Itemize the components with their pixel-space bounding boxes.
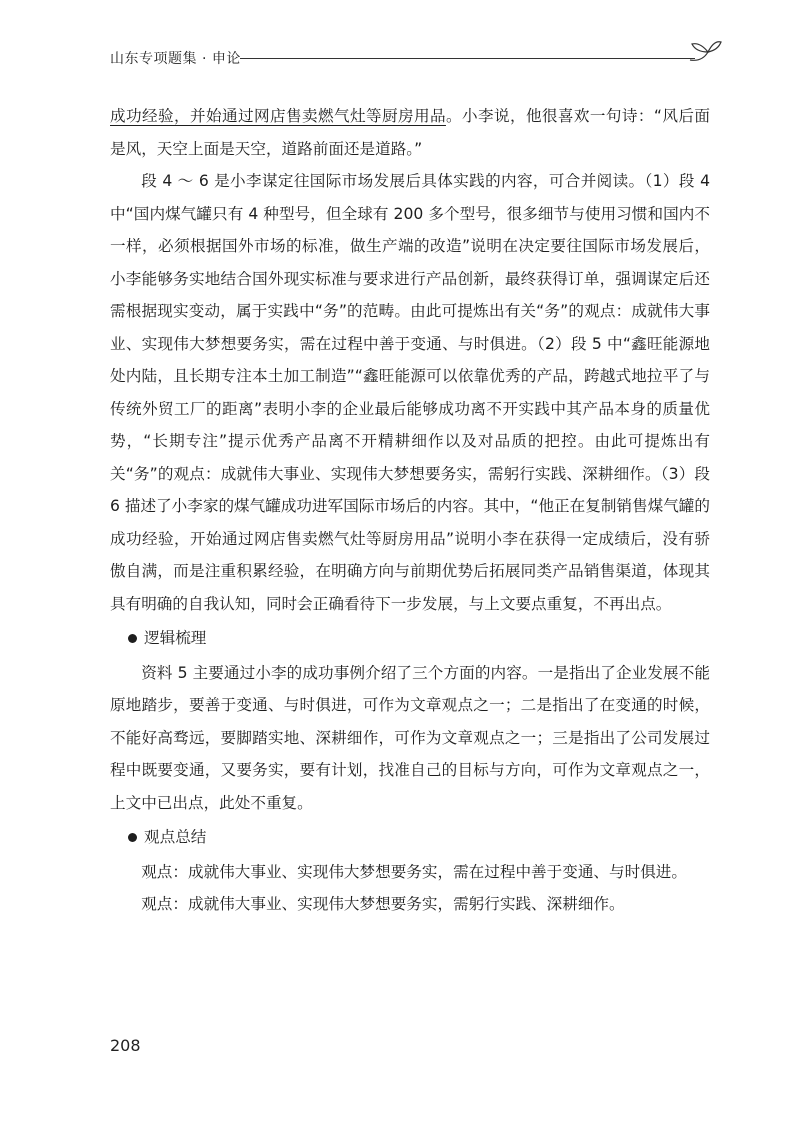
main-text bbox=[110, 100, 710, 921]
viewpoint-2: 观点：成就伟大事业、实现伟大梦想要务实，需躬行实践、深耕细作。 bbox=[141, 895, 625, 913]
section-heading-logic-label: 逻辑梳理 bbox=[144, 629, 207, 647]
viewpoint-1: 观点：成就伟大事业、实现伟大梦想要务实，需在过程中善于变通、与时俱进。 bbox=[141, 862, 687, 881]
logic-paragraph: 资料 5 主要通过小李的成功事例介绍了三个方面的内容。一是指出了企业发展不能原地踏步，要善于变通、与时俱进，可作为文章观点之一；二是指出了在变通的时候，不能好高骛远，要脚踏实地、深耕细作，可作为文章观点之一；三是指出了公司发展过程中既要变通，又要务实，要有计划，找准自己的目标与方向，可作为文章观点之一，上文中已出点，此处不重复。 bbox=[110, 663, 710, 812]
page-number: 208 bbox=[110, 1036, 141, 1055]
bullet-icon bbox=[128, 833, 137, 842]
underlined-quote: 成功经验，并始通过网店售卖燃气灶等厨房用品 bbox=[110, 107, 446, 125]
paragraph-continued-rest: 。小李说，他很喜欢一句诗：“风后面是风，天空上面是天空，道路前面还是道路。” bbox=[110, 107, 710, 158]
paragraph-continued bbox=[110, 100, 710, 165]
running-header bbox=[110, 38, 720, 68]
header-rule bbox=[240, 58, 695, 59]
header-title: 山东专项题集 · 申论 bbox=[110, 51, 241, 67]
sprout-icon bbox=[688, 38, 722, 66]
section-heading-logic bbox=[110, 622, 710, 655]
section-heading-summary-label: 观点总结 bbox=[144, 828, 207, 846]
bullet-icon bbox=[128, 634, 137, 643]
section-heading-summary bbox=[110, 821, 710, 854]
analysis-paragraph: 段 4 ～ 6 是小李谋定往国际市场发展后具体实践的内容，可合并阅读。（1）段 4 中“国内煤气罐只有 4 种型号，但全球有 200 多个型号，很多细节与使用习惯和国内不一样，必须根据国外市场的标准，做生产端的改造”说明在决定要往国际市场发展后，小李能够务实地结合国外现实标准与要求进行产品创新，最终获得订单，强调谋定后还需根据现实变动，属于实践中“务”的范畴。由此可提炼出有关“务”的观点：成就伟大事业、实现伟大梦想要务实，需在过程中善于变通、与时俱进。（2）段 5 中“鑫旺能源地处内陆，且长期专注本土加工制造”“鑫旺能源可以依靠优秀的产品，跨越式地拉平了与传统外贸工厂的距离”表明小李的企业最后能够成功离不开实践中其产品本身的质量优势，“长期专注”提示优秀产品离不开精耕细作以及对品质的把控。由此可提炼出有关“务”的观点：成就伟大事业、实现伟大梦想要务实，需躬行实践、深耕细作。（3）段 6 描述了小李家的煤气罐成功进军国际市场后的内容。其中，“他正在复制销售煤气罐的成功经验，开始通过网店售卖燃气灶等厨房用品”说明小李在获得一定成绩后，没有骄傲自满，而是注重积累经验，在明确方向与前期优势后拓展同类产品销售渠道，体现其具有明确的自我认知，同时会正确看待下一步发展，与上文要点重复，不再出点。 bbox=[110, 172, 710, 613]
